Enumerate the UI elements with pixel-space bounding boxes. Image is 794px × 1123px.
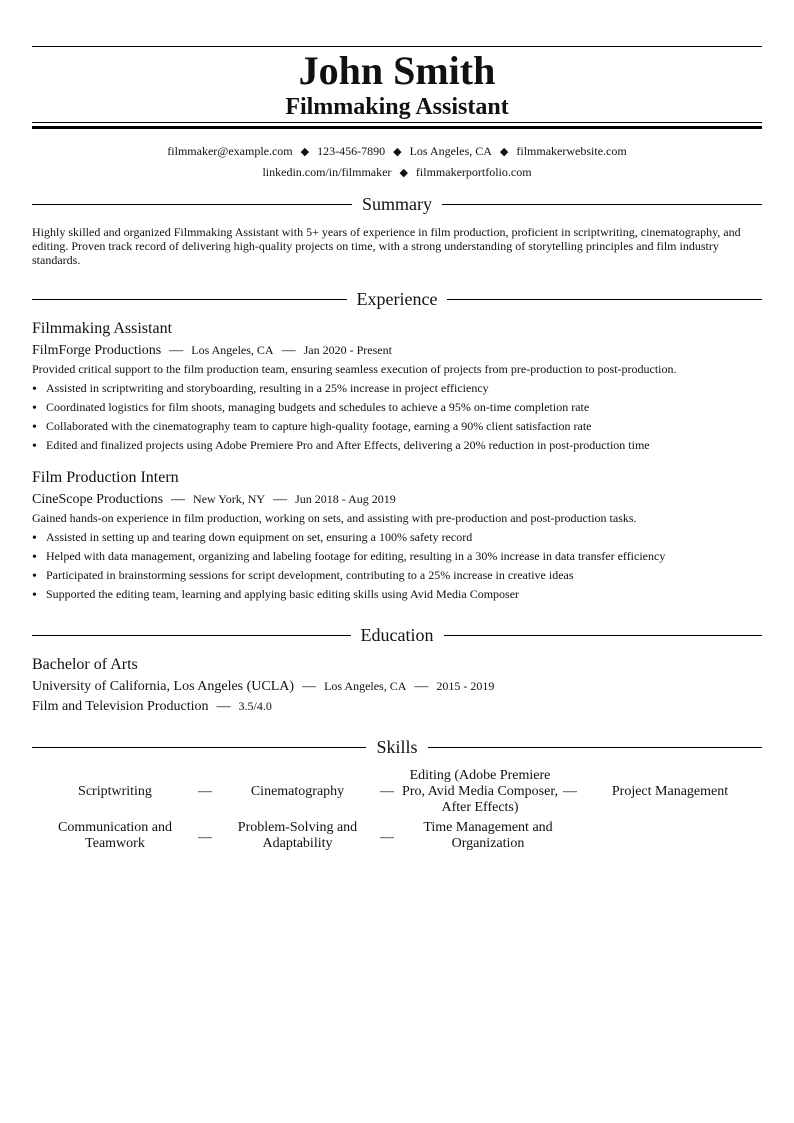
job-description: Gained hands-on experience in film production, working on sets, and assisting with pre-production and post-production tasks.	[32, 511, 637, 525]
portfolio-link[interactable]: filmmakerportfolio.com	[415, 165, 532, 179]
top-rule	[32, 46, 762, 47]
job-bullets	[32, 528, 665, 604]
separator-icon: ◆	[499, 146, 509, 158]
website-link[interactable]: filmmakerwebsite.com	[516, 144, 627, 158]
major-line: Film and Television Production — 3.5/4.0	[32, 699, 272, 714]
school-name: University of California, Los Angeles (UCLA)	[32, 679, 295, 694]
contact-line-1	[32, 143, 762, 160]
skill-item: Problem-Solving and Adaptability	[237, 820, 358, 851]
separator-icon: ◆	[300, 146, 310, 158]
list-item: • Assisted in setting up and tearing down equipment on set, ensuring a 100% safety record	[32, 528, 665, 547]
skill-separator: —	[198, 784, 212, 799]
header-rule-thin	[32, 122, 762, 123]
skill-separator: —	[563, 784, 577, 799]
skill-item: Time Management and Organization	[423, 820, 553, 851]
school-location: Los Angeles, CA	[324, 679, 407, 693]
job-bullets	[32, 379, 650, 455]
candidate-role: Filmmaking Assistant	[285, 94, 509, 120]
degree-title: Bachelor of Arts	[32, 656, 138, 673]
job-company-line: FilmForge Productions — Los Angeles, CA — Jan 2020 - Present	[32, 343, 392, 358]
header-rule-thick	[32, 126, 762, 129]
skill-separator: —	[380, 830, 394, 845]
list-item: • Assisted in scriptwriting and storyboarding, resulting in a 25% increase in project efficiency	[32, 379, 650, 398]
skill-item: Cinematography	[250, 784, 345, 799]
list-item: • Participated in brainstorming sessions for script development, contributing to a 25% increase in creative ideas	[32, 566, 665, 585]
skills-heading: Skills	[32, 736, 762, 758]
list-item: • Collaborated with the cinematography team to capture high-quality footage, earning a 90% client satisfaction rate	[32, 417, 650, 436]
company-name: FilmForge Productions	[32, 343, 162, 358]
job-location: New York, NY	[193, 492, 266, 506]
job-dates: Jun 2018 - Aug 2019	[295, 492, 396, 506]
education-heading: Education	[32, 624, 762, 646]
list-item: • Supported the editing team, learning and applying basic editing skills using Avid Media Composer	[32, 585, 665, 604]
skill-item: Communication and Teamwork	[58, 820, 172, 851]
experience-heading: Experience	[32, 288, 762, 310]
job-title: Film Production Intern	[32, 469, 179, 486]
school-line: University of California, Los Angeles (UCLA) — Los Angeles, CA — 2015 - 2019	[32, 679, 495, 694]
job-location: Los Angeles, CA	[191, 343, 274, 357]
contact-line-2	[32, 164, 762, 181]
separator-icon: ◆	[399, 167, 408, 179]
skill-item: Project Management	[611, 784, 729, 799]
skill-separator: —	[198, 830, 212, 845]
summary-text: Highly skilled and organized Filmmaking Assistant with 5+ years of experience in film production, proficient in scriptwriting, cinematography, and editing. Proven track record of delivering high-quality projects on time, with a strong understanding of storytelling principles and film industry standards.	[32, 225, 741, 267]
phone-text: 123-456-7890	[317, 144, 386, 158]
job-description: Provided critical support to the film production team, ensuring seamless execution of projects from pre-production to post-production.	[32, 362, 677, 376]
job-company-line: CineScope Productions — New York, NY — Jun 2018 - Aug 2019	[32, 492, 396, 507]
job-dates: Jan 2020 - Present	[303, 343, 392, 357]
list-item: • Edited and finalized projects using Adobe Premiere Pro and After Effects, delivering a 20% reduction in post-production time	[32, 436, 650, 455]
candidate-name: John Smith	[298, 48, 496, 93]
location-text: Los Angeles, CA	[409, 144, 492, 158]
separator-icon: ◆	[393, 146, 402, 158]
major-name: Film and Television Production	[32, 699, 209, 714]
gpa-value: 3.5/4.0	[238, 699, 272, 713]
school-dates: 2015 - 2019	[436, 679, 495, 693]
job-title: Filmmaking Assistant	[32, 320, 173, 337]
skill-item: Editing (Adobe Premiere Pro, Avid Media Composer, After Effects)	[402, 768, 558, 815]
list-item: • Coordinated logistics for film shoots, managing budgets and schedules to achieve a 95% on-time completion rate	[32, 398, 650, 417]
company-name: CineScope Productions	[32, 492, 164, 507]
skill-item: Scriptwriting	[78, 784, 152, 799]
email-link[interactable]: filmmaker@example.com	[167, 144, 293, 158]
summary-heading: Summary	[32, 193, 762, 215]
linkedin-link[interactable]: linkedin.com/in/filmmaker	[262, 165, 392, 179]
list-item: • Helped with data management, organizing and labeling footage for editing, resulting in a 30% increase in data transfer efficiency	[32, 547, 665, 566]
skill-separator: —	[380, 784, 394, 799]
